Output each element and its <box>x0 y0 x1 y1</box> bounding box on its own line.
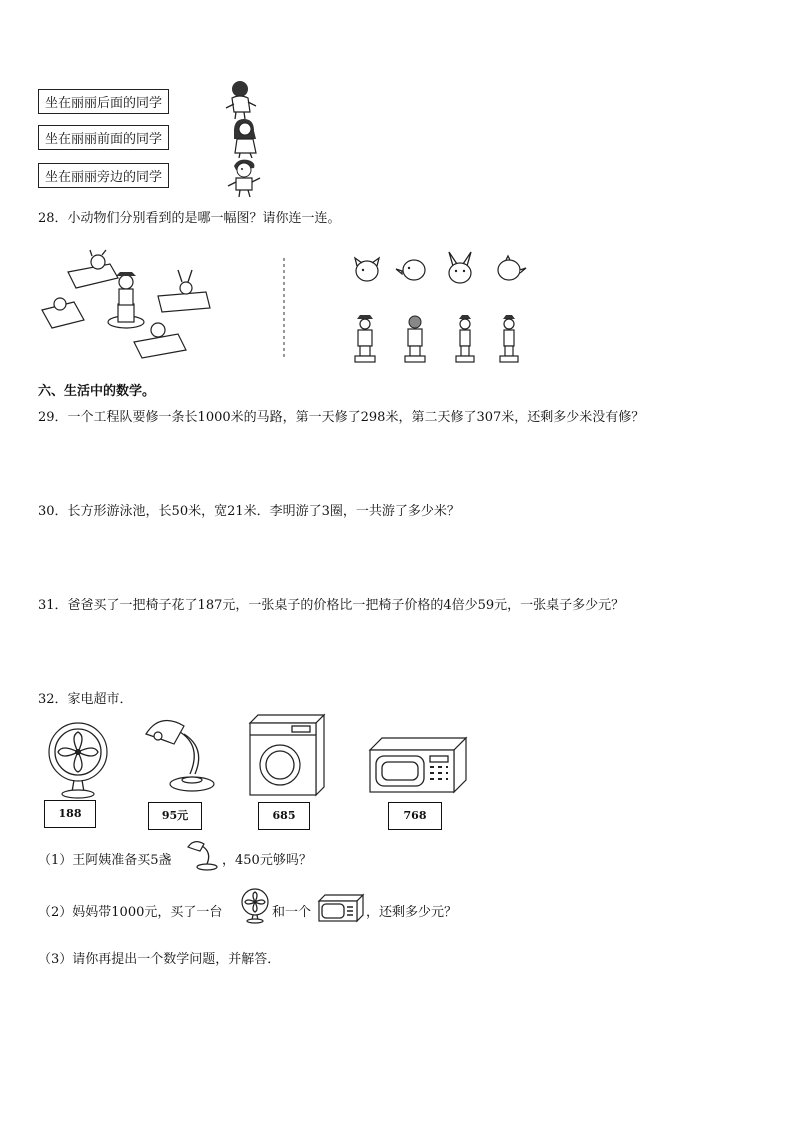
question-28: 28．小动物们分别看到的是哪一幅图？请你连一连。 <box>38 211 341 226</box>
price-tag-lamp: 95元 <box>148 802 202 830</box>
police-view-front-icon <box>352 314 378 364</box>
chick-head-icon <box>494 256 526 284</box>
subquestion-1-end: ，450元够吗？ <box>222 853 312 868</box>
desk-lamp-icon <box>140 712 220 798</box>
microwave-icon <box>368 736 468 794</box>
section-title: 六、生活中的数学。 <box>38 384 156 399</box>
option-behind-lili: 坐在丽丽后面的同学 <box>38 89 169 114</box>
student-boy-side-icon <box>226 158 266 198</box>
small-microwave-icon <box>318 894 364 922</box>
subquestion-3: （3）请你再提出一个数学问题，并解答． <box>38 952 281 967</box>
option-beside-lili: 坐在丽丽旁边的同学 <box>38 163 169 188</box>
price-tag-fan: 188 <box>44 800 96 828</box>
dog-head-icon <box>352 256 382 284</box>
student-girl-icon <box>226 117 264 159</box>
price-tag-microwave: 768 <box>388 802 442 830</box>
duck-head-icon <box>398 256 430 284</box>
police-view-right-icon <box>496 314 522 364</box>
question-29: 29．一个工程队要修一条长1000米的马路，第一天修了298米，第二天修了307米，还剩多少米没有修？ <box>38 410 645 425</box>
subquestion-2-end: ，还剩多少元？ <box>366 905 458 920</box>
small-fan-icon <box>238 888 272 924</box>
dashed-divider <box>282 258 286 358</box>
animals-scene-illustration <box>38 242 218 366</box>
question-31: 31．爸爸买了一把椅子花了187元，一张桌子的价格比一把椅子价格的4倍少59元，一张桌子多少元？ <box>38 598 625 613</box>
student-boy-back-icon <box>222 78 262 120</box>
question-32: 32．家电超市． <box>38 692 133 707</box>
subquestion-2-mid: 和一个 <box>272 905 312 920</box>
police-view-back-icon <box>402 314 428 364</box>
option-front-lili: 坐在丽丽前面的同学 <box>38 125 169 150</box>
question-30: 30．长方形游泳池，长50米，宽21米．李明游了3圈，一共游了多少米？ <box>38 504 460 519</box>
rabbit-head-icon <box>444 250 476 286</box>
police-view-left-icon <box>452 314 478 364</box>
fan-icon <box>40 722 118 800</box>
subquestion-2-start: （2）妈妈带1000元，买了一台 <box>38 905 223 920</box>
small-lamp-icon <box>186 838 220 872</box>
subquestion-1-start: （1）王阿姨准备买5盏 <box>38 853 172 868</box>
washing-machine-icon <box>246 713 328 797</box>
price-tag-washer: 685 <box>258 802 310 830</box>
